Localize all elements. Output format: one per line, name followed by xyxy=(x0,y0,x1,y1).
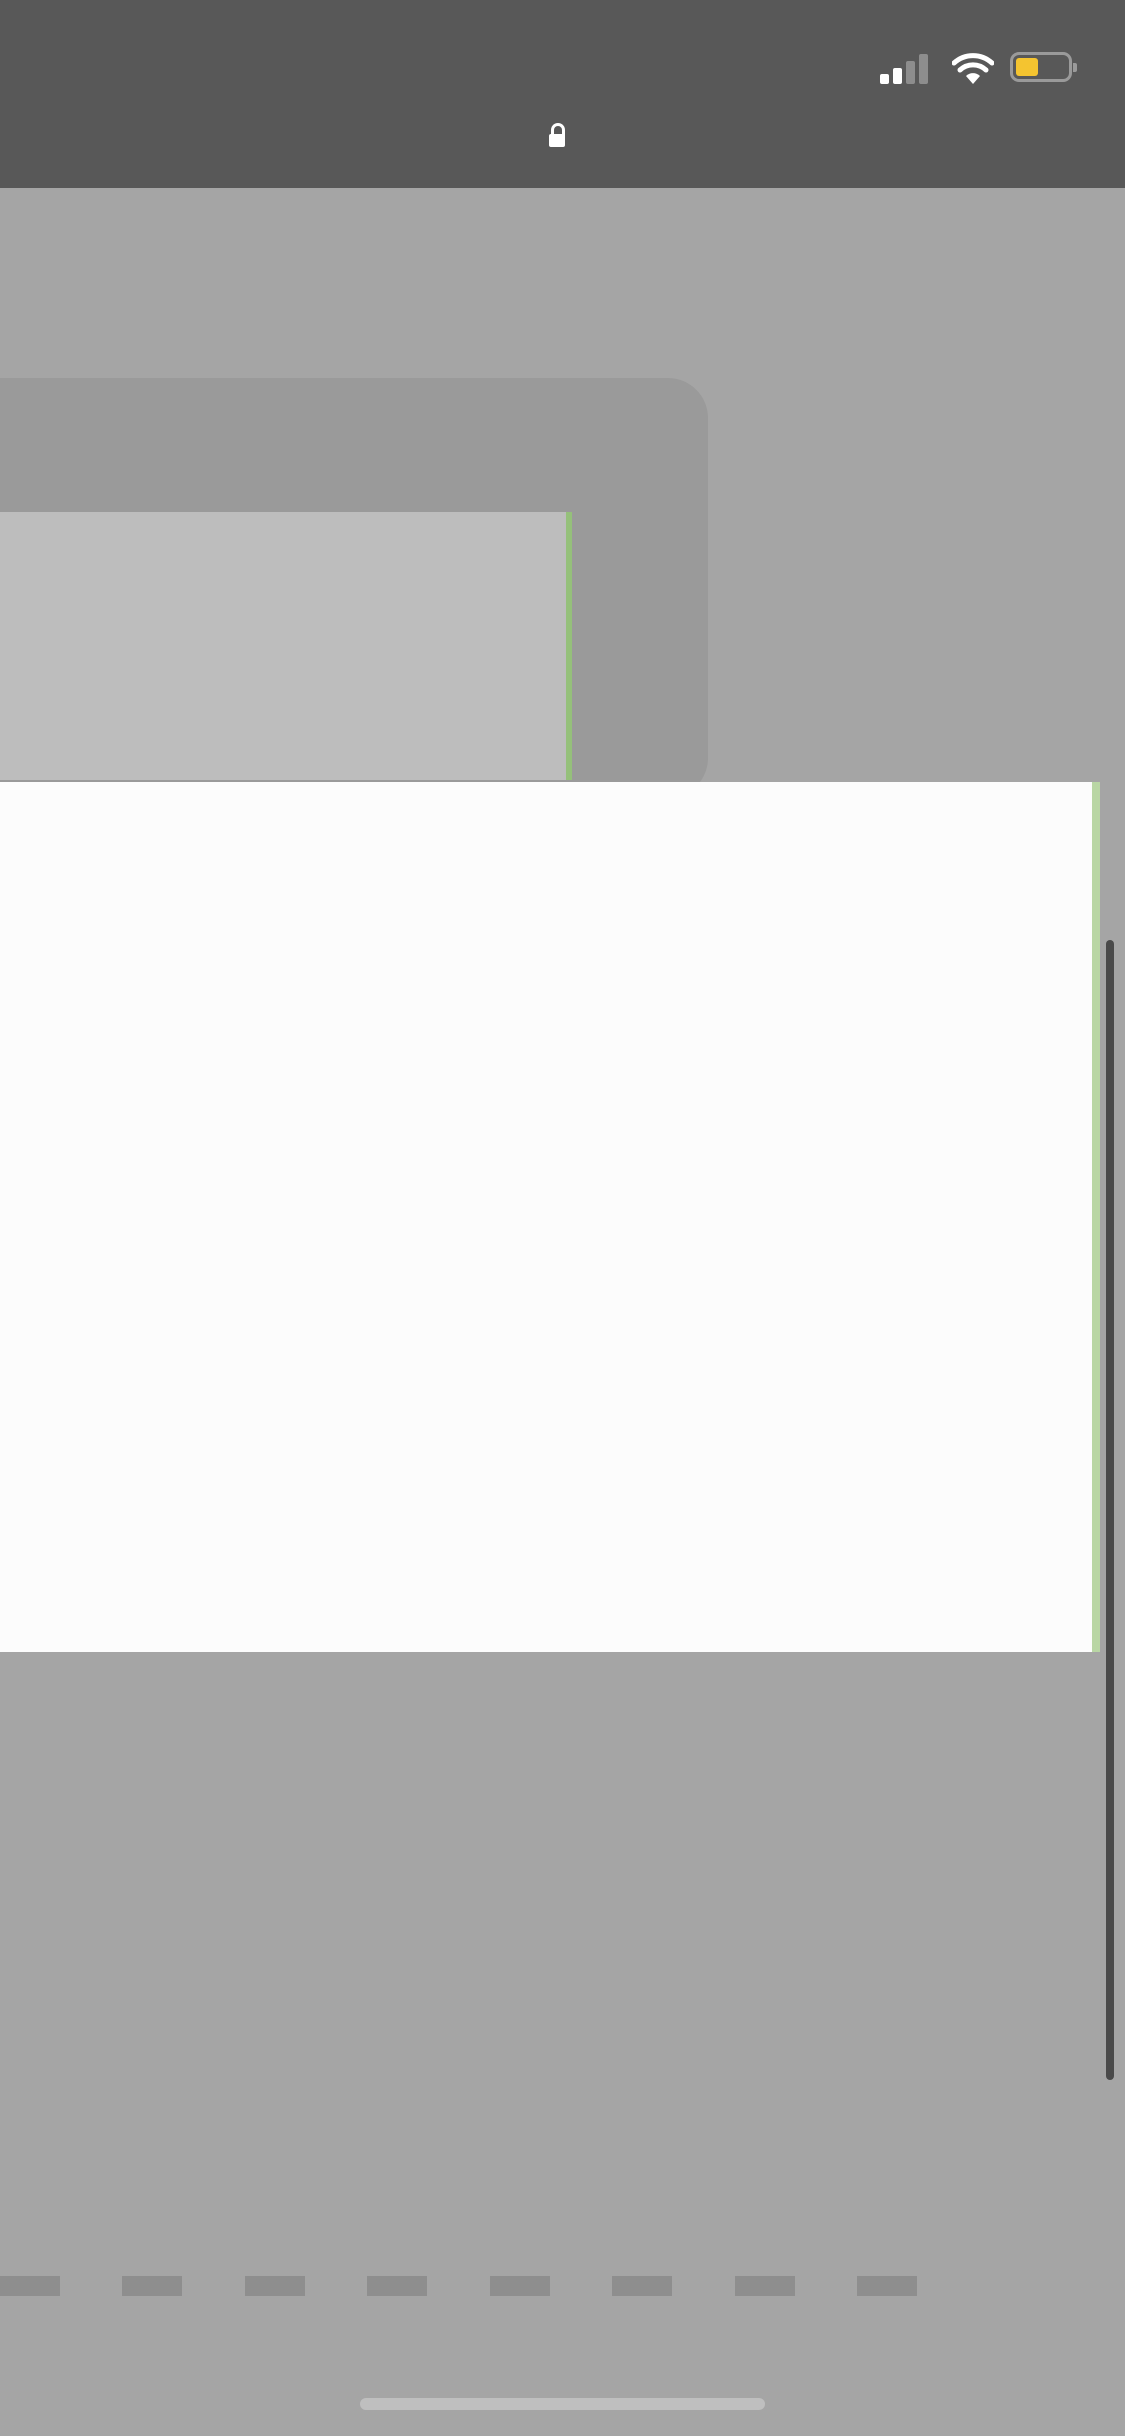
home-indicator[interactable] xyxy=(360,2398,765,2410)
browser-top-bar xyxy=(0,0,1125,188)
textbook-thumbnail-image[interactable] xyxy=(0,512,572,780)
scrollbar[interactable] xyxy=(1106,940,1114,2080)
textbook-page-image[interactable] xyxy=(0,782,1100,1652)
cellular-signal-icon xyxy=(880,54,932,84)
address-bar[interactable] xyxy=(0,118,1125,157)
lock-icon xyxy=(549,134,565,147)
battery-icon xyxy=(1010,52,1072,82)
wifi-icon xyxy=(952,52,994,86)
